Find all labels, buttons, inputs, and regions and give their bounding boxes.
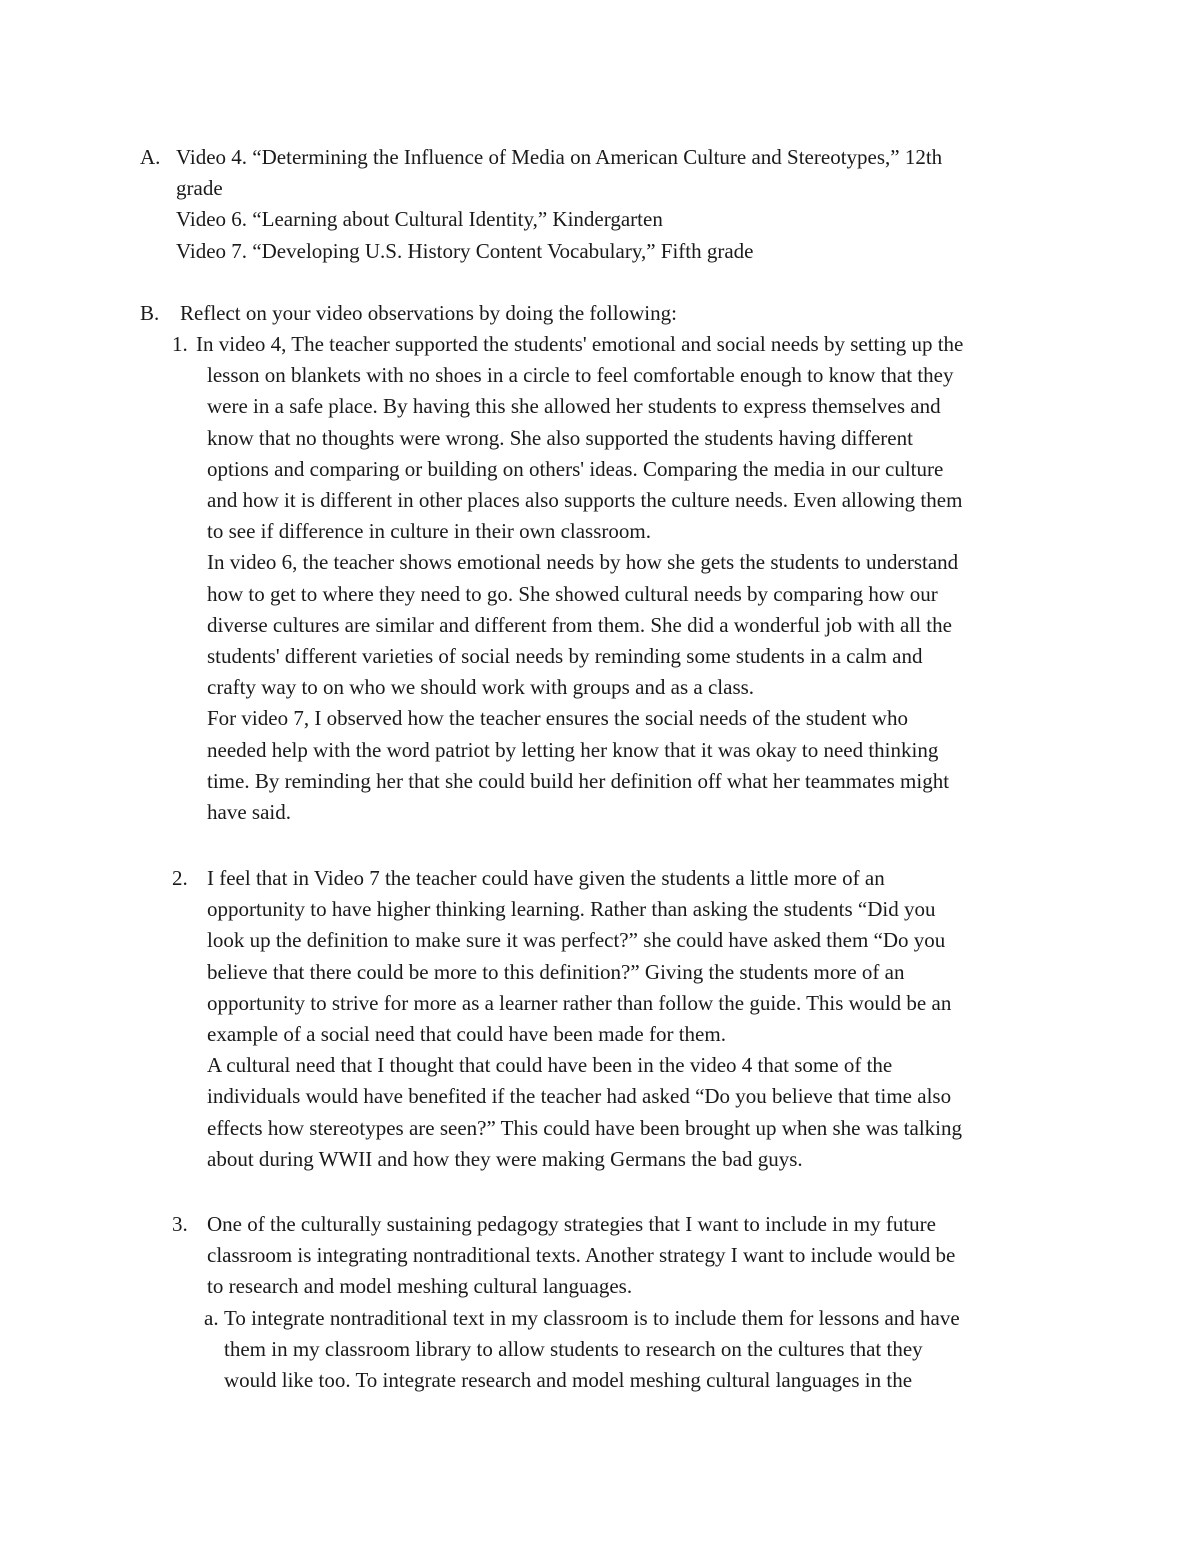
- item-2-line: effects how stereotypes are seen?” This could have been brought up when she was talking: [207, 1115, 962, 1140]
- item-1-marker: 1.: [172, 332, 188, 356]
- item-1-line: to see if difference in culture in their own classroom.: [207, 519, 651, 544]
- item-2-line: A cultural need that I thought that could have been in the video 4 that some of the: [207, 1053, 893, 1078]
- item-3-marker: 3.: [172, 1212, 188, 1236]
- item-2-line: about during WWII and how they were making Germans the bad guys.: [207, 1146, 803, 1171]
- item-3-line: to research and model meshing cultural languages.: [207, 1274, 633, 1299]
- item-1-body: [207, 360, 1087, 828]
- item-1-line: time. By reminding her that she could build her definition off what her teammates might: [207, 768, 950, 793]
- section-b-marker: B.: [140, 301, 160, 325]
- item-3-sub-a-line: them in my classroom library to allow students to research on the cultures that they: [224, 1337, 923, 1362]
- item-2-line: look up the definition to make sure it was perfect?” she could have asked them “Do you: [207, 928, 946, 953]
- item-3-body: [207, 1209, 1087, 1303]
- item-3-sub-a-marker: a.: [204, 1306, 219, 1330]
- video-7-title-line: Video 7. “Developing U.S. History Content Vocabulary,” Fifth grade: [176, 238, 754, 263]
- item-1-line: were in a safe place. By having this she allowed her students to express themselves and: [207, 394, 941, 419]
- item-2-marker: 2.: [172, 866, 188, 890]
- section-b-heading: Reflect on your video observations by doing the following:: [180, 301, 677, 325]
- item-3-sub-a-body: [224, 1334, 1084, 1396]
- item-1-line: have said.: [207, 800, 291, 825]
- item-3-sub-a-line: would like too. To integrate research and model meshing cultural languages in the: [224, 1368, 913, 1393]
- video-4-title-line: Video 4. “Determining the Influence of Media on American Culture and Stereotypes,” 12th: [176, 145, 943, 169]
- item-2-body: [207, 863, 1087, 1175]
- item-2-line: opportunity to have higher thinking learning. Rather than asking the students “Did you: [207, 897, 936, 922]
- item-2-line: individuals would have benefited if the teacher had asked “Do you believe that time also: [207, 1084, 952, 1109]
- item-1-first-line: In video 4, The teacher supported the students' emotional and social needs by setting up the: [196, 332, 964, 356]
- item-1-line: In video 6, the teacher shows emotional needs by how she gets the students to understand: [207, 550, 959, 575]
- item-1-line: students' different varieties of social needs by reminding some students in a calm and: [207, 644, 923, 669]
- item-2-line: example of a social need that could have been made for them.: [207, 1022, 726, 1047]
- item-2-line: I feel that in Video 7 the teacher could have given the students a little more of an: [207, 866, 885, 890]
- item-2-line: opportunity to strive for more as a learner rather than follow the guide. This would be an: [207, 990, 952, 1015]
- video-4-grade-line: grade: [176, 176, 223, 201]
- section-a-marker: A.: [140, 145, 161, 169]
- item-1-line: crafty way to on who we should work with groups and as a class.: [207, 675, 755, 700]
- section-a-content: [176, 142, 1076, 267]
- item-2-line: believe that there could be more to this definition?” Giving the students more of an: [207, 959, 905, 984]
- item-3-line: classroom is integrating nontraditional texts. Another strategy I want to include would be: [207, 1243, 956, 1268]
- item-1-line: needed help with the word patriot by letting her know that it was okay to need thinking: [207, 737, 939, 762]
- item-1-line: For video 7, I observed how the teacher ensures the social needs of the student who: [207, 706, 908, 731]
- video-6-title-line: Video 6. “Learning about Cultural Identity,” Kindergarten: [176, 207, 663, 232]
- item-1-line: diverse cultures are similar and different from them. She did a wonderful job with all the: [207, 612, 952, 637]
- item-1-line: lesson on blankets with no shoes in a circle to feel comfortable enough to know that they: [207, 363, 954, 388]
- item-3-line: One of the culturally sustaining pedagogy strategies that I want to include in my future: [207, 1212, 936, 1236]
- item-1-line: know that no thoughts were wrong. She also supported the students having different: [207, 425, 913, 450]
- item-1-line: how to get to where they need to go. She showed cultural needs by comparing how our: [207, 581, 938, 606]
- item-3-sub-a-first-line: To integrate nontraditional text in my classroom is to include them for lessons and have: [224, 1306, 960, 1330]
- item-1-line: and how it is different in other places also supports the culture needs. Even allowing them: [207, 488, 963, 512]
- item-1-line: options and comparing or building on others' ideas. Comparing the media in our culture: [207, 456, 944, 481]
